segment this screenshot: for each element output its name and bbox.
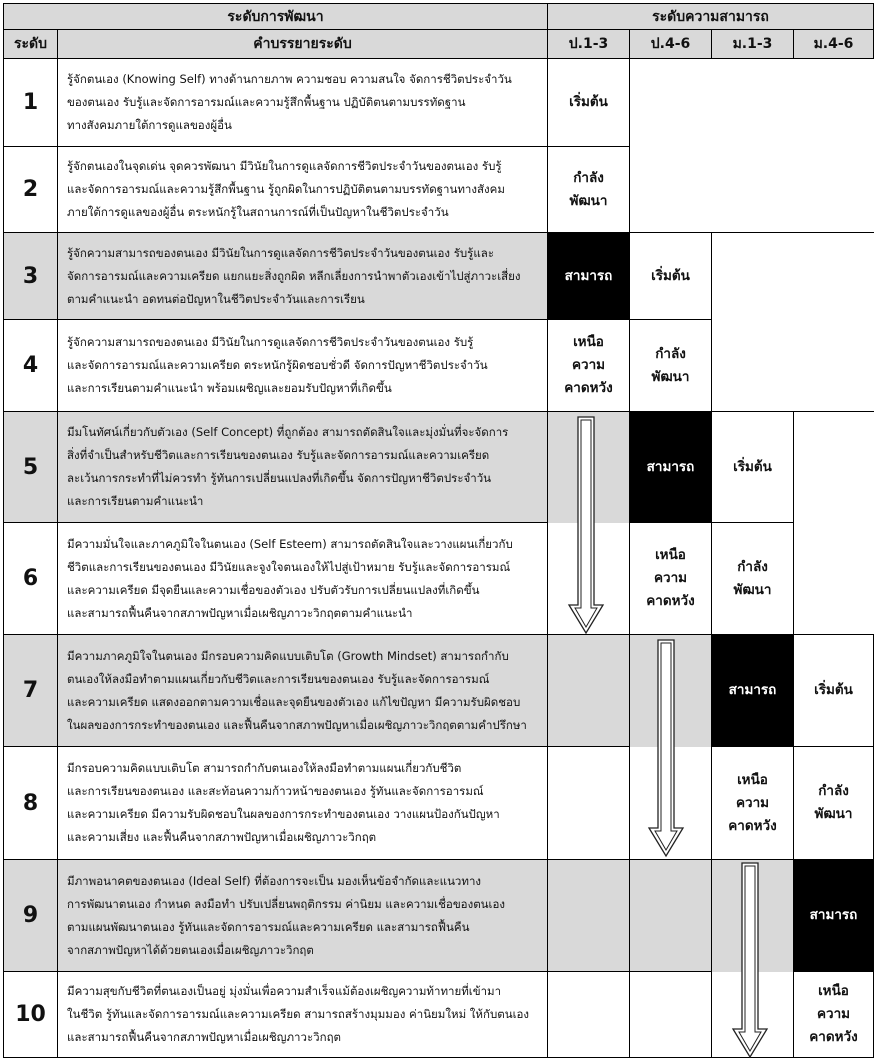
desc-line: สิ่งที่จำเป็นสำหรับชีวิตและการเรียนของตนเอง รับรู้และจัดการอารมณ์และความเครียด xyxy=(67,448,490,462)
level-number: 7 xyxy=(4,635,58,747)
desc-line: จากสภาพปัญหาได้ด้วยตนเองเมื่อเผชิญภาวะวิกฤต xyxy=(67,942,314,957)
level-description xyxy=(58,320,548,412)
desc-line: มีความภาคภูมิใจในตนเอง มีกรอบความคิดแบบเติบโต (Growth Mindset) สามารถกำกับ xyxy=(67,648,509,663)
level-description xyxy=(58,523,548,635)
desc-line: และสามารถฟื้นคืนจากสภาพปัญหาเมื่อเผชิญภาวะวิกฤต xyxy=(67,1030,341,1044)
desc-line: รู้จักความสามารถของตนเอง มีวินัยในการดูแลจัดการชีวิตประจำวันของตนเอง รับรู้และ xyxy=(67,245,494,260)
stage-label: เริ่มต้น xyxy=(733,458,772,475)
level-row-5 xyxy=(4,412,874,523)
description-column-header: คำบรรยายระดับ xyxy=(58,30,548,59)
stage-label: เริ่มต้น xyxy=(814,682,853,698)
desc-line: รู้จักตนเอง (Knowing Self) ทางด้านกายภาพ ความชอบ ความสนใจ จัดการชีวิตประจำวัน xyxy=(67,72,512,86)
stage-label: สามารถ xyxy=(809,907,858,923)
stage-start-m4-6 xyxy=(794,635,874,747)
empty-area xyxy=(794,412,874,635)
stage-label: เหนือ xyxy=(818,983,849,999)
stage-label: สามารถ xyxy=(646,458,695,475)
stage-exceeding-p1-3 xyxy=(548,320,630,412)
desc-line: และความเครียด มีจุดยืนและความเชื่อของตัวเอง ปรับตัวรับการเปลี่ยนแปลงที่เกิดขึ้น xyxy=(67,582,480,597)
stage-capable-m4-6 xyxy=(794,860,874,972)
header-row-1 xyxy=(4,4,874,30)
stage-exceeding-m1-3 xyxy=(712,747,794,860)
empty-cell-p1-3 xyxy=(548,972,630,1058)
stage-label: เริ่มต้น xyxy=(651,267,690,284)
desc-line: และการเรียนตามคำแนะนำ xyxy=(67,494,204,508)
desc-line: ในผลของการกระทำของตนเอง และฟื้นคืนจากสภาพปัญหาเมื่อเผชิญภาวะวิกฤตตามคำปรึกษา xyxy=(67,717,527,732)
dev-level-header: ระดับการพัฒนา xyxy=(4,4,548,30)
stage-label: สามารถ xyxy=(728,682,777,698)
grade-header-m4-6: ม.4-6 xyxy=(794,30,874,59)
empty-cell-p4-6 xyxy=(630,860,712,972)
stage-start-p4-6 xyxy=(630,233,712,320)
header-row-2 xyxy=(4,30,874,59)
empty-cell-p1-3 xyxy=(548,747,630,860)
stage-label: กำลัง xyxy=(655,345,686,362)
stage-capable-m1-3 xyxy=(712,635,794,747)
desc-line: ตนเองให้ลงมือทำตามแผนเกี่ยวกับชีวิตและการเรียนของตนเอง รับรู้และจัดการอารมณ์ xyxy=(67,671,490,686)
level-description xyxy=(58,412,548,523)
level-number: 6 xyxy=(4,523,58,635)
desc-line: จัดการอารมณ์และความเครียด แยกแยะสิ่งถูกผิด หลีกเลี่ยงการนำพาตัวเองเข้าไปสู่ภาวะเสี่ยง xyxy=(67,268,521,283)
stage-start-m1-3 xyxy=(712,412,794,523)
empty-area xyxy=(630,59,874,233)
stage-label: คาดหวัง xyxy=(809,1029,858,1045)
level-number: 8 xyxy=(4,747,58,860)
desc-line: ภายใต้การดูแลของผู้อื่น ตระหนักรู้ในสถานการณ์ที่เป็นปัญหาในชีวิตประจำวัน xyxy=(67,205,449,219)
stage-label: เหนือ xyxy=(573,334,604,350)
empty-cell-p4-6 xyxy=(630,972,712,1058)
desc-line: และสามารถฟื้นคืนจากสภาพปัญหาเมื่อเผชิญภาวะวิกฤตตามคำแนะนำ xyxy=(67,605,413,620)
stage-label: ความ xyxy=(735,794,770,811)
level-row-7 xyxy=(4,635,874,747)
level-description xyxy=(58,860,548,972)
level-description xyxy=(58,147,548,233)
level-row-3 xyxy=(4,233,874,320)
stage-label: พัฒนา xyxy=(651,368,690,385)
level-row-6 xyxy=(4,523,874,635)
level-description xyxy=(58,59,548,147)
grade-header-m1-3: ม.1-3 xyxy=(712,30,794,59)
desc-line: ละเว้นการกระทำที่ไม่ควรทำ รู้ทันการเปลี่ยนแปลงที่เกิดขึ้น จัดการปัญหาชีวิตประจำวัน xyxy=(67,471,492,485)
desc-line: มีภาพอนาคตของตนเอง (Ideal Self) ที่ต้องการจะเป็น มองเห็นข้อจำกัดและแนวทาง xyxy=(67,873,482,888)
desc-line: และการเรียนตามคำแนะนำ พร้อมเผชิญและยอมรับปัญหาที่เกิดขึ้น xyxy=(67,381,392,395)
down-arrow-icon xyxy=(646,638,686,860)
stage-developing-p1-3 xyxy=(548,147,630,233)
stage-label: ความ xyxy=(571,357,606,373)
desc-line: รู้จักตนเองในจุดเด่น จุดควรพัฒนา มีวินัยในการดูแลจัดการชีวิตประจำวันของตนเอง รับรู้ xyxy=(67,159,502,173)
desc-line: มีมโนทัศน์เกี่ยวกับตัวเอง (Self Concept) ที่ถูกต้อง สามารถตัดสินใจและมุ่งมั่นที่จะจัดการ xyxy=(67,425,509,439)
level-number: 10 xyxy=(4,972,58,1058)
stage-label: พัฒนา xyxy=(733,581,772,598)
stage-exceeding-m4-6 xyxy=(794,972,874,1058)
down-arrow-icon xyxy=(566,415,606,637)
stage-capable-p1-3 xyxy=(548,233,630,320)
stage-label: กำลัง xyxy=(818,783,849,799)
stage-start-p1-3 xyxy=(548,59,630,147)
level-row-8 xyxy=(4,747,874,860)
desc-line: และความเสี่ยง และฟื้นคืนจากสภาพปัญหาเมื่อเผชิญภาวะวิกฤต xyxy=(67,830,377,844)
level-row-1 xyxy=(4,59,874,147)
stage-label: กำลัง xyxy=(573,169,604,186)
stage-developing-m1-3 xyxy=(712,523,794,635)
desc-line: และความเครียด แสดงออกตามความเชื่อและจุดยืนของตัวเอง แก้ไขปัญหา มีความรับผิดชอบ xyxy=(67,694,521,709)
stage-label: พัฒนา xyxy=(814,806,853,822)
desc-line: ทางสังคมภายใต้การดูแลของผู้อื่น xyxy=(67,118,232,132)
desc-line: ในชีวิต รู้ทันและจัดการอารมณ์และความเครียด สามารถสร้างมุมมอง ค่านิยมใหม่ ให้กับตนเอง xyxy=(67,1007,530,1021)
desc-line: ชีวิตและการเรียนของตนเอง มีวินัยและจูงใจตนเองให้ไปสู่เป้าหมาย รับรู้และจัดการอารมณ์ xyxy=(67,559,511,574)
desc-line: การพัฒนาตนเอง กำหนด ลงมือทำ ปรับเปลี่ยนพฤติกรรม ค่านิยม และความเชื่อของตนเอง xyxy=(67,896,505,911)
grade-header-p1-3: ป.1-3 xyxy=(548,30,630,59)
desc-line: ตามแผนพัฒนาตนเอง รู้ทันและจัดการอารมณ์และความเครียด และสามารถฟื้นคืน xyxy=(67,919,470,934)
stage-developing-p4-6 xyxy=(630,320,712,412)
stage-developing-m4-6 xyxy=(794,747,874,860)
stage-label: สามารถ xyxy=(564,267,613,284)
level-description xyxy=(58,233,548,320)
stage-label: คาดหวัง xyxy=(564,380,613,396)
stage-label: คาดหวัง xyxy=(646,593,695,609)
level-column-header: ระดับ xyxy=(4,30,58,59)
desc-line: และการเรียนของตนเอง และสะท้อนความก้าวหน้าของตนเอง รู้ทันและจัดการอารมณ์ xyxy=(67,784,484,798)
stage-capable-p4-6 xyxy=(630,412,712,523)
empty-cell-p1-3 xyxy=(548,860,630,972)
stage-label: ความ xyxy=(816,1006,851,1022)
stage-label: ความ xyxy=(653,570,688,586)
level-number: 1 xyxy=(4,59,58,147)
level-number: 5 xyxy=(4,412,58,523)
desc-line: มีกรอบความคิดแบบเติบโต สามารถกำกับตนเองให้ลงมือทำตามแผนเกี่ยวกับชีวิต xyxy=(67,761,462,775)
level-number: 4 xyxy=(4,320,58,412)
stage-label: เริ่มต้น xyxy=(569,94,608,110)
desc-line: และจัดการอารมณ์และความรู้สึกพื้นฐาน รู้ถูกผิดในการปฏิบัติตนตามบรรทัดฐานทางสังคม xyxy=(67,182,505,196)
level-number: 9 xyxy=(4,860,58,972)
down-arrow-icon xyxy=(730,861,770,1061)
stage-label: พัฒนา xyxy=(569,192,608,209)
grade-header-p4-6: ป.4-6 xyxy=(630,30,712,59)
level-description xyxy=(58,635,548,747)
stage-label: กำลัง xyxy=(737,558,768,575)
ability-level-header: ระดับความสามารถ xyxy=(548,4,874,30)
desc-line: รู้จักความสามารถของตนเอง มีวินัยในการดูแลจัดการชีวิตประจำวันของตนเอง รับรู้ xyxy=(67,335,474,349)
empty-area xyxy=(712,233,874,412)
level-number: 3 xyxy=(4,233,58,320)
desc-line: และจัดการอารมณ์และความเครียด ตระหนักรู้ผิดชอบชั่วดี จัดการปัญหาชีวิตประจำวัน xyxy=(67,358,488,372)
level-number: 2 xyxy=(4,147,58,233)
desc-line: ตามคำแนะนำ อดทนต่อปัญหาในชีวิตประจำวันและการเรียน xyxy=(67,291,365,306)
stage-exceeding-p4-6 xyxy=(630,523,712,635)
desc-line: ของตนเอง รับรู้และจัดการอารมณ์และความรู้สึกพื้นฐาน ปฏิบัติตนตามบรรทัดฐาน xyxy=(67,95,466,109)
desc-line: มีความมั่นใจและภาคภูมิใจในตนเอง (Self Esteem) สามารถตัดสินใจและวางแผนเกี่ยวกับ xyxy=(67,536,513,551)
stage-label: คาดหวัง xyxy=(728,817,777,834)
desc-line: และความเครียด มีความรับผิดชอบในผลของการกระทำของตนเอง วางแผนป้องกันปัญหา xyxy=(67,807,500,821)
stage-label: เหนือ xyxy=(737,771,768,788)
empty-cell-p1-3 xyxy=(548,635,630,747)
level-description xyxy=(58,972,548,1058)
stage-label: เหนือ xyxy=(655,547,686,563)
desc-line: มีความสุขกับชีวิตที่ตนเองเป็นอยู่ มุ่งมั่นเพื่อความสำเร็จแม้ต้องเผชิญความท้าทายที่เข้ามา xyxy=(67,984,502,998)
level-description xyxy=(58,747,548,860)
